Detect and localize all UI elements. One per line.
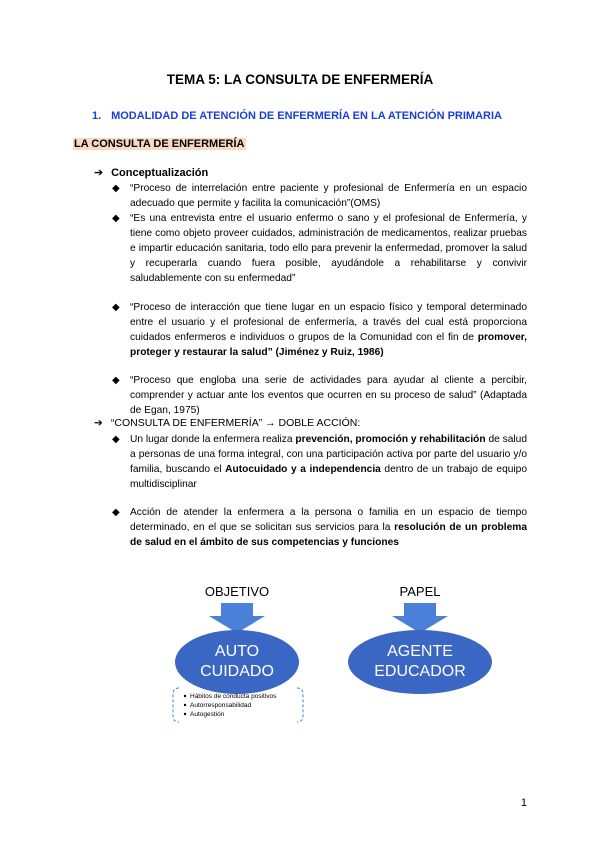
double-action-item-1	[112, 432, 528, 492]
concept-item-text: “Proceso que engloba una serie de actividades para ayudar al cliente a percibir, comprender y actuar ante los eventos que ocurren en su proceso de salud” (Adaptada de Egan, 1975)	[130, 375, 527, 416]
diamond-bullet-icon: ◆	[112, 375, 120, 386]
item-text: dentro de un trabajo de equipo multidisciplinar	[130, 464, 528, 490]
concept-heading-text: Conceptualización	[111, 167, 209, 179]
bullet-dot	[184, 704, 186, 706]
diagram-bullet: Autorresponsabilidad	[190, 702, 252, 709]
item-text: de salud a personas de una forma integral, con una participación activa por parte del usuario y/o familia, buscando el	[130, 434, 527, 475]
bullet-dot	[184, 713, 186, 715]
highlighted-subheading: LA CONSULTA DE ENFERMERÍA	[74, 138, 245, 150]
double-action-heading-text: “CONSULTA DE ENFERMERÍA” → DOBLE ACCIÓN:	[110, 417, 361, 429]
item-bold: prevención, promoción y rehabilitación	[295, 434, 486, 445]
concept-item-bold: promover, proteger y restaurar la salud” (Jiménez y Ruiz, 1986)	[130, 332, 527, 358]
item-bold: Autocuidado y a independencia	[225, 464, 381, 475]
agente-line2: EDUCADOR	[374, 663, 466, 680]
bullet-dot	[184, 695, 186, 697]
concept-item-1	[112, 181, 527, 211]
papel-label: PAPEL	[399, 584, 441, 599]
diamond-bullet-icon: ◆	[112, 507, 120, 518]
agente-line1: AGENTE	[387, 643, 453, 660]
concept-item-text: “Proceso de interrelación entre paciente y profesional de Enfermería en un espacio adecuado que permite y facilita la comunicación”(OMS)	[130, 183, 527, 209]
brace-left	[173, 688, 179, 722]
brace-right	[297, 688, 303, 722]
objetivo-label: OBJETIVO	[204, 584, 270, 599]
diamond-bullet-icon: ◆	[112, 302, 120, 313]
item-bold: resolución de un problema de salud en el ámbito de sus competencias y funciones	[130, 522, 527, 548]
page-title: TEMA 5: LA CONSULTA DE ENFERMERÍA	[166, 72, 434, 87]
concept-item-text: “Proceso de interacción que tiene lugar en un espacio físico y temporal determinado entre el usuario y el profesional de enfermería, a través del cual está proporciona cuidados enfermeros e individuos o grupos de la Comunidad con el fin de	[130, 302, 527, 343]
double-action-heading	[94, 417, 360, 429]
arrow-right-icon: ➔	[94, 417, 103, 429]
double-action-item-2	[112, 505, 527, 550]
concept-item-4	[112, 373, 527, 418]
diamond-bullet-icon: ◆	[112, 213, 120, 224]
autocuidado-line2: CUIDADO	[200, 663, 274, 680]
diagram	[165, 578, 545, 728]
diamond-bullet-icon: ◆	[112, 183, 120, 194]
down-arrow-icon	[392, 603, 448, 633]
autocuidado-ellipse	[175, 630, 299, 694]
concept-heading	[94, 166, 208, 179]
concept-item-3	[112, 300, 527, 360]
arrow-right-icon: ➔	[94, 167, 104, 179]
section-number: 1.	[92, 110, 102, 122]
section-text: MODALIDAD DE ATENCIÓN DE ENFERMERÍA EN LA ATENCIÓN PRIMARIA	[111, 110, 502, 122]
section-heading	[92, 110, 502, 122]
item-text: Un lugar donde la enfermera realiza	[130, 434, 296, 445]
item-text: Acción de atender la enfermera a la persona o familia en un espacio de tiempo determinado, en el que se solicitan sus servicios para la	[130, 507, 527, 533]
autocuidado-line1: AUTO	[214, 643, 260, 660]
diagram-bullet: Autogestión	[190, 711, 225, 718]
diagram-bullet: Hábitos de conducta positivos	[190, 693, 277, 700]
agente-educador-ellipse	[348, 630, 492, 694]
diamond-bullet-icon: ◆	[112, 434, 120, 445]
page-number: 1	[520, 797, 527, 809]
down-arrow-icon	[209, 603, 265, 633]
concept-item-text: “Es una entrevista entre el usuario enfermo o sano y el profesional de Enfermería, y tiene como objeto proveer cuidados, administración de medicamentos, realizar pruebas e impartir educación sanitaria, todo ello para prevenir la enfermedad, promover la salud y recuperarla cuando fuera posible, ayudándole a rehabilitarse y convivir saludablemente con su enfermedad”	[130, 213, 527, 284]
concept-item-2	[112, 211, 527, 286]
